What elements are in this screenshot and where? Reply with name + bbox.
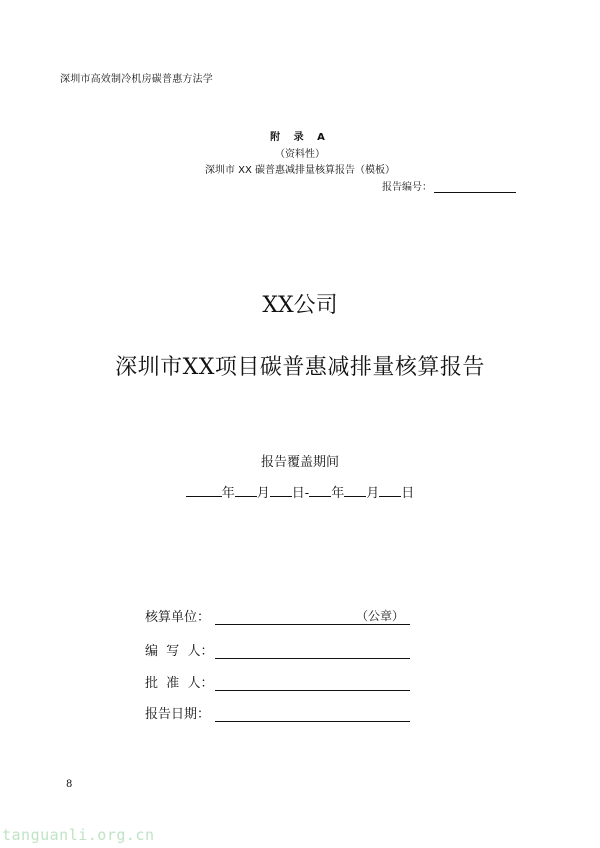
approver-field — [145, 672, 410, 691]
end-month-blank[interactable] — [344, 484, 366, 497]
company-name: XX公司 — [262, 293, 338, 318]
writer-field — [145, 640, 410, 659]
period-label: 报告覆盖期间 — [260, 455, 339, 470]
writer-label: 编 写 人： — [145, 644, 214, 659]
end-year-blank[interactable] — [309, 484, 331, 497]
day-label-end: 日 — [401, 486, 415, 501]
accounting-unit-field — [145, 606, 410, 625]
month-label-end: 月 — [366, 486, 380, 501]
year-label: 年 — [221, 486, 235, 501]
accounting-unit-label: 核算单位： — [145, 610, 211, 625]
report-date-blank[interactable] — [215, 706, 410, 722]
appendix-title: 附 录 A — [270, 132, 330, 143]
range-dash: - — [304, 486, 310, 501]
appendix-nature: （资料性） — [275, 149, 325, 160]
month-label: 月 — [256, 486, 270, 501]
day-label: 日 — [291, 486, 305, 501]
report-date-field — [145, 703, 410, 722]
approver-label: 批 准 人： — [145, 676, 214, 691]
period-range — [0, 482, 600, 501]
end-day-blank[interactable] — [379, 484, 401, 497]
report-date-label: 报告日期： — [145, 707, 211, 722]
year-label-end: 年 — [331, 486, 345, 501]
running-header: 深圳市高效制冷机房碳普惠方法学 — [60, 74, 213, 85]
start-month-blank[interactable] — [235, 484, 257, 497]
official-seal-label: （公章） — [355, 609, 404, 623]
appendix-name: 深圳市 XX 碳普惠减排量核算报告（模板） — [204, 165, 396, 176]
start-day-blank[interactable] — [270, 484, 292, 497]
page-number: 8 — [66, 779, 73, 790]
report-number — [382, 178, 516, 193]
report-number-label: 报告编号： — [382, 182, 432, 193]
start-year-blank[interactable] — [186, 484, 222, 497]
writer-blank[interactable] — [215, 643, 410, 659]
watermark: tanguanli.org.cn — [2, 826, 155, 844]
report-number-blank[interactable] — [434, 182, 516, 193]
report-title: 深圳市XX项目碳普惠减排量核算报告 — [115, 355, 485, 380]
approver-blank[interactable] — [215, 675, 410, 691]
accounting-unit-blank[interactable] — [215, 609, 410, 625]
